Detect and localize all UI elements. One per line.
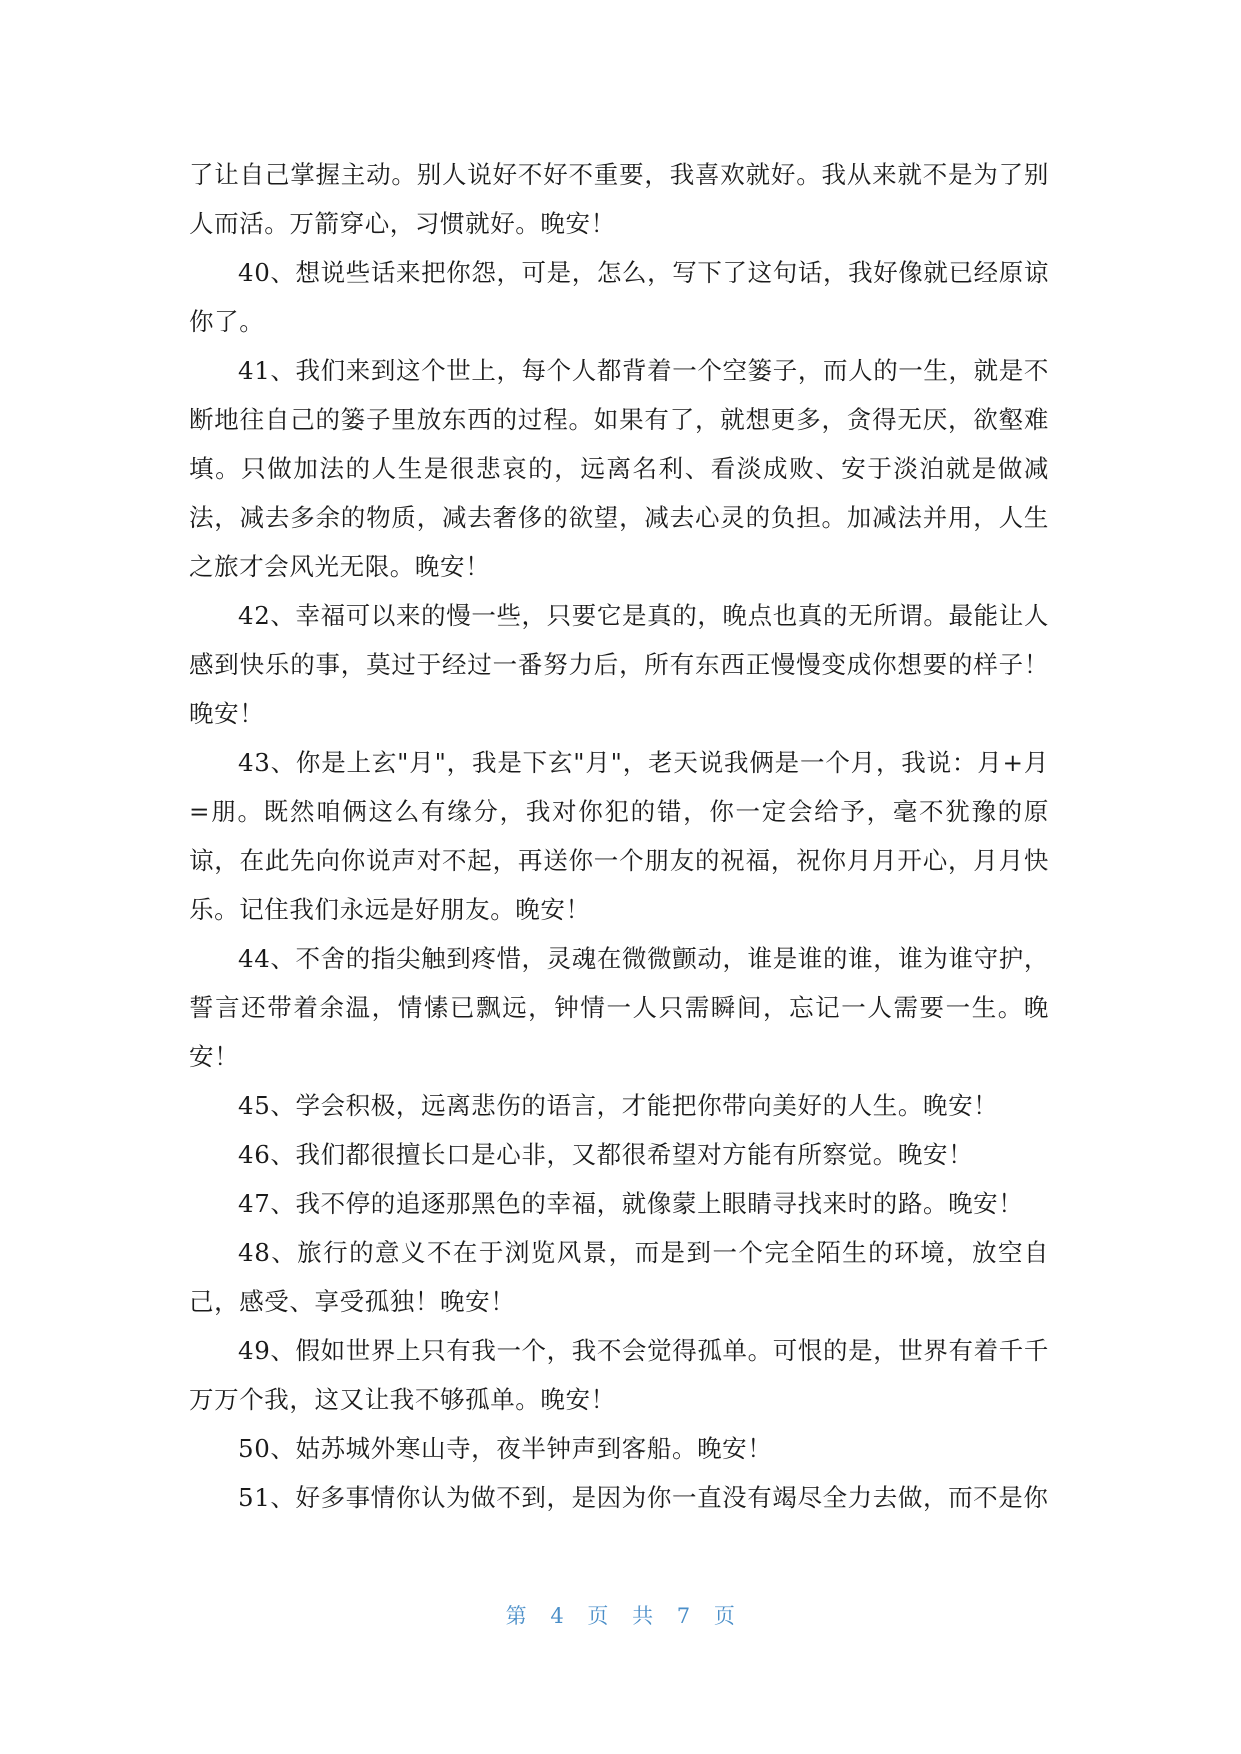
paragraph-46: 46、我们都很擅长口是心非，又都很希望对方能有所察觉。晚安！ <box>238 1140 974 1169</box>
document-body <box>189 150 1049 1522</box>
paragraph-continuation: 了让自己掌握主动。别人说好不好不重要，我喜欢就好。我从来就不是为了别人而活。万箭穿心，习惯就好。晚安！ <box>189 160 1049 238</box>
paragraph-51: 51、好多事情你认为做不到，是因为你一直没有竭尽全力去做，而不是你 <box>238 1483 1049 1512</box>
paragraph-47: 47、我不停的追逐那黑色的幸福，就像蒙上眼睛寻找来时的路。晚安！ <box>238 1189 1024 1218</box>
paragraph-49: 49、假如世界上只有我一个，我不会觉得孤单。可恨的是，世界有着千千万万个我，这又让我不够孤单。晚安！ <box>189 1336 1049 1414</box>
paragraph-42: 42、幸福可以来的慢一些，只要它是真的，晚点也真的无所谓。最能让人感到快乐的事，莫过于经过一番努力后，所有东西正慢慢变成你想要的样子！晚安！ <box>189 601 1049 728</box>
footer-word-di: 第 <box>505 1604 528 1628</box>
footer-word-ye-end: 页 <box>713 1604 736 1628</box>
page-footer <box>0 1600 1241 1630</box>
paragraph-41: 41、我们来到这个世上，每个人都背着一个空篓子，而人的一生，就是不断地往自己的篓子里放东西的过程。如果有了，就想更多，贪得无厌，欲壑难填。只做加法的人生是很悲哀的，远离名利、看淡成败、安于淡泊就是做减法，减去多余的物质，减去奢侈的欲望，减去心灵的负担。加减法并用，人生之旅才会风光无限。晚安！ <box>189 356 1049 581</box>
paragraph-48: 48、旅行的意义不在于浏览风景，而是到一个完全陌生的环境，放空自己，感受、享受孤独！晚安！ <box>189 1238 1049 1316</box>
paragraph-43: 43、你是上玄"月"，我是下玄"月"，老天说我俩是一个月，我说：月+月=朋。既然咱俩这么有缘分，我对你犯的错，你一定会给予，毫不犹豫的原谅，在此先向你说声对不起，再送你一个朋友的祝福，祝你月月开心，月月快乐。记住我们永远是好朋友。晚安！ <box>189 748 1049 924</box>
paragraph-44: 44、不舍的指尖触到疼惜，灵魂在微微颤动，谁是谁的谁，谁为谁守护，誓言还带着余温，情愫已飘远，钟情一人只需瞬间，忘记一人需要一生。晚安！ <box>189 944 1049 1071</box>
footer-total-pages: 7 <box>676 1604 691 1628</box>
paragraph-50: 50、姑苏城外寒山寺，夜半钟声到客船。晚安！ <box>238 1434 773 1463</box>
paragraph-40: 40、想说些话来把你怨，可是，怎么，写下了这句话，我好像就已经原谅你了。 <box>189 258 1049 336</box>
paragraph-45: 45、学会积极，远离悲伤的语言，才能把你带向美好的人生。晚安！ <box>238 1091 999 1120</box>
footer-word-ye: 页 <box>587 1604 609 1628</box>
footer-current-page: 4 <box>550 1604 565 1628</box>
footer-word-gong: 共 <box>632 1604 654 1628</box>
